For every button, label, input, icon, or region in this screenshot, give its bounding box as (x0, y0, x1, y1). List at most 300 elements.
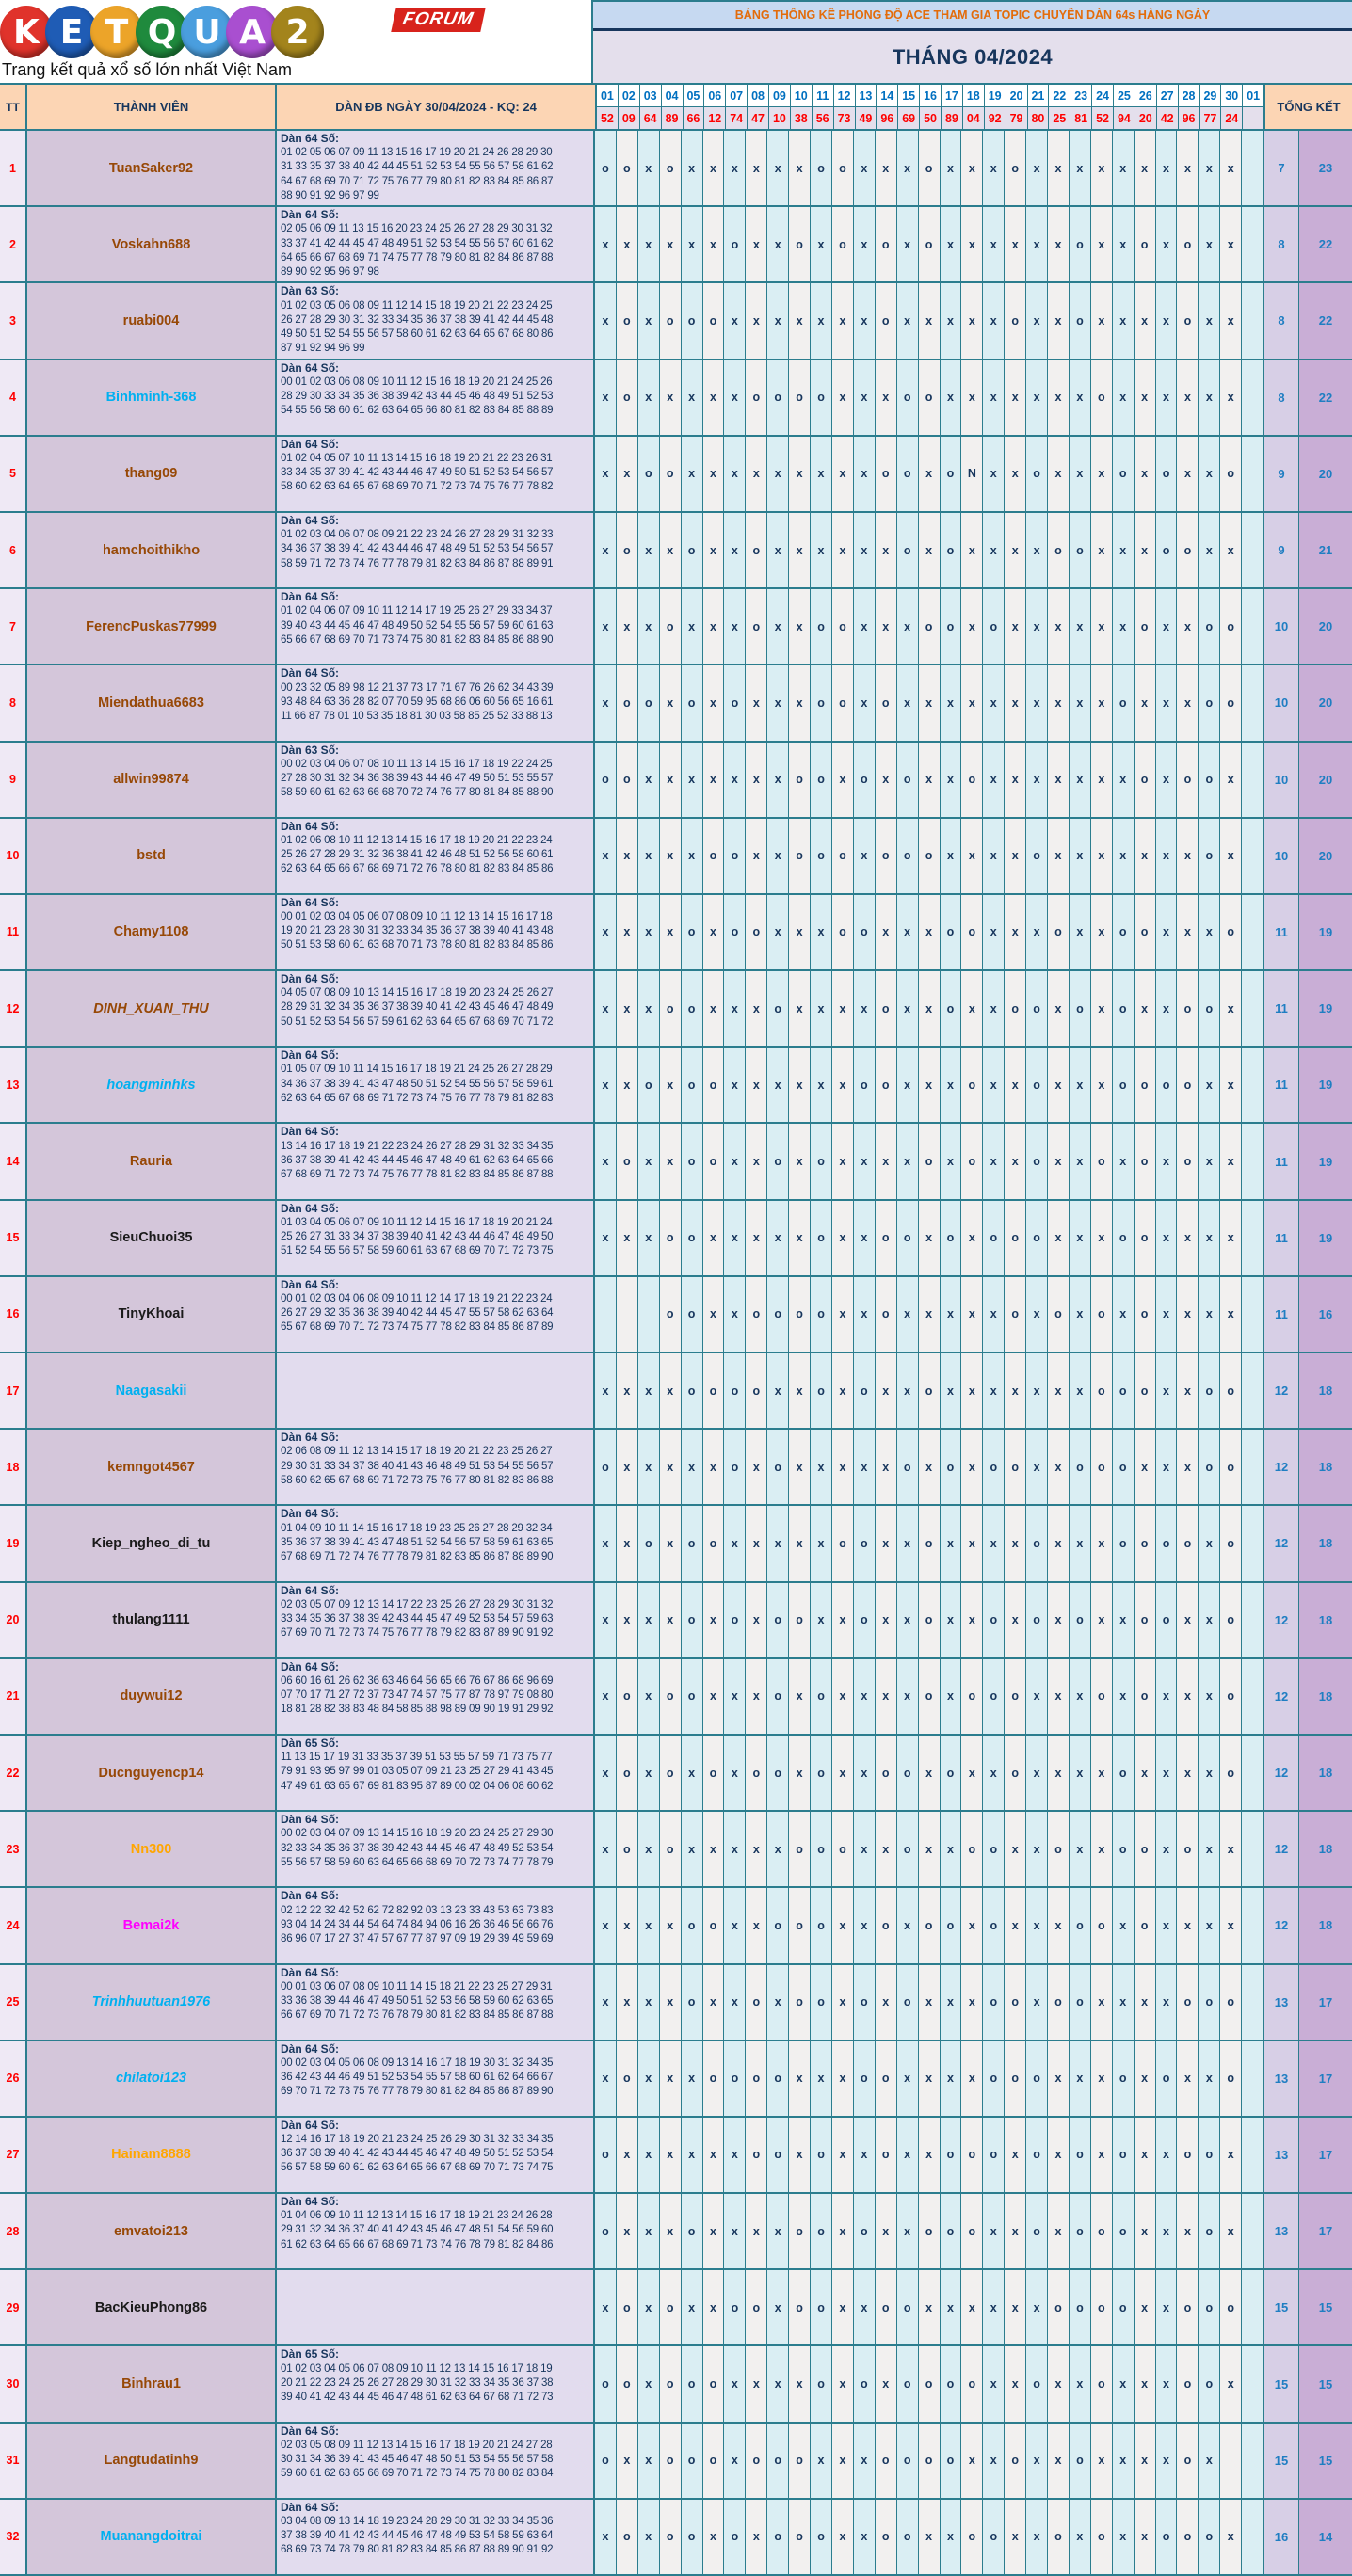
mark-cell: x (1070, 131, 1091, 205)
mark-cell: x (1091, 819, 1113, 893)
mark-cell: x (789, 1048, 811, 1122)
member-name-link[interactable]: Miendathua6683 (98, 695, 204, 711)
member-name-link[interactable]: hoangminhks (106, 1077, 196, 1093)
mark-cell: x (961, 1430, 983, 1504)
mark-cell: x (1199, 1583, 1220, 1657)
mark-cell: x (897, 2118, 919, 2192)
mark-cell: o (638, 437, 660, 511)
dan-line: 01 03 04 05 06 07 09 10 11 12 14 15 16 17 18 19 20 21 24 (281, 1216, 553, 1228)
table-row (0, 207, 1352, 283)
mark-cell: o (1026, 437, 1048, 511)
member-name-link[interactable]: thang09 (124, 466, 178, 482)
mark-cell: x (617, 2118, 638, 2192)
mark-cell (617, 1277, 638, 1352)
row-index: 20 (0, 1583, 27, 1657)
marks-strip (595, 131, 1263, 205)
row-index: 13 (0, 1048, 27, 1122)
mark-cell: x (746, 283, 767, 358)
mark-cell: x (1091, 131, 1113, 205)
member-name-link[interactable]: Nn300 (130, 1841, 172, 1857)
mark-cell: x (983, 971, 1005, 1046)
total-o-count: 12 (1263, 1430, 1298, 1504)
mark-cell: x (703, 207, 725, 281)
member-name-link[interactable]: SieuChuoi35 (109, 1230, 193, 1246)
mark-cell: x (941, 1506, 962, 1580)
day-result-cell: 89 (942, 107, 963, 129)
mark-cell: o (1113, 665, 1135, 740)
mark-cell: o (682, 1888, 703, 1962)
mark-cell: x (854, 1430, 876, 1504)
mark-cell: o (1220, 2041, 1242, 2116)
member-name-link[interactable]: Langtudatinh9 (104, 2453, 199, 2469)
mark-cell: x (638, 2346, 660, 2421)
mark-cell: o (1005, 971, 1026, 1046)
mark-cell: x (703, 513, 725, 587)
mark-cell: o (1070, 283, 1091, 358)
member-cell (27, 665, 277, 740)
mark-cell: o (1005, 131, 1026, 205)
mark-cell: x (897, 1353, 919, 1428)
mark-cell: x (682, 743, 703, 817)
mark-cell: x (638, 1736, 660, 1810)
mark-cell: o (682, 2500, 703, 2574)
dan-line: 00 02 03 04 05 06 08 09 13 14 16 17 18 19 30 31 32 34 35 (281, 2056, 554, 2069)
mark-cell: o (1177, 207, 1199, 281)
mark-cell: x (1199, 1812, 1220, 1886)
mark-cell: x (595, 1124, 617, 1198)
member-name-link[interactable]: Ducnguyencp14 (98, 1765, 204, 1781)
mark-cell: o (1070, 2118, 1091, 2192)
mark-cell: o (983, 1659, 1005, 1734)
mark-cell: o (617, 2270, 638, 2344)
mark-cell: x (1177, 2041, 1199, 2116)
mark-cell: x (854, 360, 876, 435)
mark-cell: x (961, 589, 983, 664)
mark-cell: o (1048, 1812, 1070, 1886)
mark-cell: o (876, 437, 897, 511)
mark-cell: x (1135, 513, 1156, 587)
member-cell (27, 589, 277, 664)
total-o-count: 7 (1263, 131, 1298, 205)
mark-cell (1242, 1353, 1263, 1428)
mark-cell: x (1156, 2346, 1178, 2421)
member-name-link[interactable]: TuanSaker92 (108, 160, 194, 176)
mark-cell: x (660, 743, 682, 817)
mark-cell: x (595, 665, 617, 740)
mark-cell: o (1199, 2346, 1220, 2421)
mark-cell: o (1199, 2118, 1220, 2192)
mark-cell (638, 1277, 660, 1352)
dan-numbers-cell (277, 1201, 595, 1275)
mark-cell: x (660, 665, 682, 740)
mark-cell: x (919, 1430, 941, 1504)
mark-cell: x (1199, 1124, 1220, 1198)
mark-cell: o (617, 513, 638, 587)
dan-label: Dàn 64 Số: (281, 513, 340, 527)
mark-cell: o (1005, 2041, 1026, 2116)
mark-cell: x (660, 513, 682, 587)
mark-cell: o (1113, 1048, 1135, 1122)
mark-cell: x (1026, 131, 1048, 205)
dan-line: 33 34 35 36 37 38 39 42 43 44 45 47 49 52 53 54 57 59 63 (281, 1612, 554, 1624)
mark-cell: x (660, 895, 682, 969)
mark-cell: o (1005, 1659, 1026, 1734)
mark-cell: x (1070, 2346, 1091, 2421)
mark-cell: x (919, 1048, 941, 1122)
mark-cell: x (919, 2500, 941, 2574)
day-result-cell: 77 (1200, 107, 1222, 129)
mark-cell: o (767, 2500, 789, 2574)
mark-cell: x (1091, 589, 1113, 664)
mark-cell: x (983, 2194, 1005, 2268)
mark-cell: o (660, 1812, 682, 1886)
dan-label: Dàn 64 Số: (281, 666, 340, 680)
mark-cell: x (638, 1583, 660, 1657)
mark-cell: x (811, 1430, 832, 1504)
member-name-link[interactable]: FerencPuskas77999 (86, 618, 217, 634)
member-name-link[interactable]: Muanangdoitrai (100, 2529, 202, 2545)
mark-cell: o (983, 1430, 1005, 1504)
dan-numbers-cell (277, 1277, 595, 1352)
mark-cell (1242, 2118, 1263, 2192)
mark-cell: x (724, 2118, 746, 2192)
mark-cell: x (746, 437, 767, 511)
day-number-row (597, 85, 1264, 106)
member-name-link[interactable]: duywui12 (120, 1688, 183, 1704)
mark-cell (1242, 2346, 1263, 2421)
mark-cell: o (1048, 513, 1070, 587)
mark-cell: x (1005, 743, 1026, 817)
mark-cell: o (789, 1888, 811, 1962)
mark-cell: o (811, 1965, 832, 2040)
mark-cell: o (1199, 665, 1220, 740)
mark-cell: x (1177, 895, 1199, 969)
mark-cell: o (617, 283, 638, 358)
member-name-link[interactable]: allwin99874 (113, 772, 189, 788)
mark-cell: o (789, 2424, 811, 2498)
mark-cell (1220, 2424, 1242, 2498)
mark-cell: x (854, 1277, 876, 1352)
mark-cell: o (724, 665, 746, 740)
dan-line: 00 01 02 03 04 06 08 09 10 11 12 14 17 18 19 21 22 23 24 (281, 1293, 553, 1305)
mark-cell: o (789, 1277, 811, 1352)
mark-cell: o (854, 895, 876, 969)
mark-cell: x (703, 1277, 725, 1352)
marks-strip (595, 2270, 1263, 2344)
dan-numbers-cell (277, 2346, 595, 2421)
member-name-link[interactable]: bstd (137, 848, 166, 864)
mark-cell: o (1005, 1736, 1026, 1810)
mark-cell (1242, 589, 1263, 664)
mark-cell: o (1220, 2270, 1242, 2344)
mark-cell: x (682, 1736, 703, 1810)
mark-cell: x (854, 131, 876, 205)
mark-cell: x (638, 1201, 660, 1275)
marks-strip (595, 1506, 1263, 1580)
dan-line: 62 63 64 65 67 68 69 71 72 73 74 75 76 77 78 79 81 82 83 (281, 1092, 554, 1104)
mark-cell: x (1156, 743, 1178, 817)
dan-line: 26 27 28 29 30 31 32 33 34 35 36 37 38 39 41 42 44 45 48 (281, 313, 554, 326)
mark-cell: o (811, 131, 832, 205)
mark-cell: o (1026, 2118, 1048, 2192)
mark-cell: x (983, 895, 1005, 969)
mark-cell: o (617, 665, 638, 740)
mark-cell: x (595, 1353, 617, 1428)
member-name-link[interactable]: Binhrau1 (121, 2376, 181, 2392)
total-o-count: 13 (1263, 2041, 1298, 2116)
dan-line: 02 03 05 08 09 11 12 13 14 15 16 17 18 19 20 21 24 27 28 (281, 2439, 553, 2451)
mark-cell: x (876, 1506, 897, 1580)
member-name-link[interactable]: Kiep_ngheo_di_tu (91, 1535, 211, 1551)
mark-cell: x (1005, 1583, 1026, 1657)
dan-line: 00 01 02 03 06 08 09 10 11 12 15 16 18 19 20 21 24 25 26 (281, 376, 553, 388)
dan-numbers-cell (277, 1048, 595, 1122)
mark-cell: x (897, 1277, 919, 1352)
dan-line: 66 67 69 70 71 72 73 76 78 79 80 81 82 83 84 85 86 87 88 (281, 2009, 554, 2022)
member-name-link[interactable]: chilatoi123 (116, 2071, 186, 2087)
member-name-link[interactable]: Bemai2k (122, 1917, 180, 1933)
row-index: 4 (0, 360, 27, 435)
mark-cell: o (961, 1124, 983, 1198)
mark-cell: x (854, 1659, 876, 1734)
member-cell (27, 1048, 277, 1122)
member-name-link[interactable]: Naagasakii (115, 1383, 187, 1399)
mark-cell (1242, 2041, 1263, 2116)
mark-cell: o (1070, 2270, 1091, 2344)
mark-cell: x (1113, 819, 1135, 893)
dan-numbers-cell (277, 2424, 595, 2498)
mark-cell: o (832, 1812, 854, 1886)
mark-cell: x (1026, 2424, 1048, 2498)
mark-cell: x (941, 207, 962, 281)
mark-cell: o (1156, 437, 1178, 511)
dan-label: Dàn 64 Số: (281, 208, 340, 222)
mark-cell: x (1048, 1353, 1070, 1428)
mark-cell: x (789, 2346, 811, 2421)
table-row (0, 1812, 1352, 1888)
mark-cell: x (1113, 360, 1135, 435)
mark-cell: x (767, 437, 789, 511)
mark-cell: x (682, 819, 703, 893)
day-result-cell: 50 (920, 107, 942, 129)
mark-cell: o (767, 971, 789, 1046)
member-name-link[interactable]: BacKieuPhong86 (94, 2299, 208, 2315)
mark-cell: x (897, 1048, 919, 1122)
mark-cell: x (617, 971, 638, 1046)
mark-cell: x (660, 1048, 682, 1122)
mark-cell: o (854, 1353, 876, 1428)
mark-cell: x (1026, 360, 1048, 435)
mark-cell: x (983, 513, 1005, 587)
mark-cell: o (941, 1430, 962, 1504)
mark-cell: x (832, 1583, 854, 1657)
table-row (0, 131, 1352, 207)
mark-cell: x (1026, 743, 1048, 817)
member-name-link[interactable]: TinyKhoai (118, 1306, 185, 1322)
mark-cell: x (1135, 360, 1156, 435)
mark-cell: o (789, 1965, 811, 2040)
member-name-link[interactable]: kemngot4567 (107, 1459, 195, 1475)
mark-cell: x (854, 1736, 876, 1810)
member-name-link[interactable]: emvatoi213 (114, 2223, 188, 2239)
mark-cell: x (1048, 1583, 1070, 1657)
mark-cell: x (1135, 1430, 1156, 1504)
mark-cell: x (832, 283, 854, 358)
mark-cell: o (746, 360, 767, 435)
mark-cell: o (876, 2424, 897, 2498)
mark-cell: x (941, 1277, 962, 1352)
mark-cell: x (854, 819, 876, 893)
dan-numbers-cell (277, 2270, 595, 2344)
mark-cell: o (1113, 437, 1135, 511)
dan-line: 55 56 57 58 59 60 63 64 65 66 68 69 70 72 73 74 77 78 79 (281, 1856, 554, 1868)
member-name-link[interactable]: Chamy1108 (113, 924, 189, 940)
total-x-count: 19 (1298, 1048, 1352, 1122)
mark-cell: o (767, 2041, 789, 2116)
logo-letter: 2 (271, 6, 324, 58)
mark-cell: x (1177, 1201, 1199, 1275)
mark-cell: x (1005, 1353, 1026, 1428)
mark-cell: x (1177, 1430, 1199, 1504)
mark-cell: x (1177, 1277, 1199, 1352)
mark-cell: o (703, 2424, 725, 2498)
mark-cell: x (617, 1583, 638, 1657)
forum-badge: FORUM (391, 8, 485, 32)
mark-cell: o (876, 207, 897, 281)
marks-strip (595, 665, 1263, 740)
mark-cell: x (1005, 665, 1026, 740)
table-row (0, 2500, 1352, 2576)
dan-line: 86 96 07 17 27 37 47 57 67 77 87 97 09 19 29 39 49 59 69 (281, 1932, 554, 1944)
mark-cell: o (724, 2500, 746, 2574)
mark-cell: o (1135, 743, 1156, 817)
dan-line: 11 66 87 78 01 10 53 35 18 81 30 03 58 85 25 52 33 88 13 (281, 710, 553, 722)
mark-cell: x (595, 971, 617, 1046)
mark-cell: o (1070, 1888, 1091, 1962)
marks-strip (595, 1888, 1263, 1962)
mark-cell: x (832, 1430, 854, 1504)
total-x-count: 16 (1298, 1277, 1352, 1352)
marks-strip (595, 2118, 1263, 2192)
dan-line: 58 60 62 65 67 68 69 71 72 73 75 76 77 80 81 82 83 86 88 (281, 1474, 554, 1486)
dan-line: 13 14 16 17 18 19 21 22 23 24 26 27 28 29 31 32 33 34 35 (281, 1140, 554, 1152)
table-row (0, 2041, 1352, 2118)
mark-cell: x (703, 2270, 725, 2344)
row-index: 27 (0, 2118, 27, 2192)
member-name-link[interactable]: DINH_XUAN_THU (93, 1000, 209, 1016)
mark-cell: x (983, 2346, 1005, 2421)
dan-numbers-cell (277, 1430, 595, 1504)
member-name-link[interactable]: Binhminh-368 (105, 390, 197, 406)
board-title: BẢNG THỐNG KÊ PHONG ĐỘ ACE THAM GIA TOPIC CHUYÊN DÀN 64s HÀNG NGÀY (593, 0, 1352, 31)
marks-strip (595, 2194, 1263, 2268)
mark-cell: x (983, 665, 1005, 740)
mark-cell: x (660, 2118, 682, 2192)
row-index: 25 (0, 1965, 27, 2040)
dan-label: Dàn 64 Số: (281, 1965, 340, 1979)
row-index: 28 (0, 2194, 27, 2268)
total-o-count: 15 (1263, 2424, 1298, 2498)
dan-label: Dàn 64 Số: (281, 1813, 340, 1827)
site-logo[interactable] (0, 0, 591, 83)
mark-cell: o (1135, 1353, 1156, 1428)
member-cell (27, 437, 277, 511)
mark-cell: o (1113, 1506, 1135, 1580)
mark-cell: o (1070, 1965, 1091, 2040)
mark-cell (1242, 971, 1263, 1046)
mark-cell: x (595, 819, 617, 893)
mark-cell: x (724, 589, 746, 664)
marks-strip (595, 2424, 1263, 2498)
mark-cell: o (682, 2424, 703, 2498)
member-cell (27, 2270, 277, 2344)
mark-cell: x (617, 2194, 638, 2268)
mark-cell: o (660, 2270, 682, 2344)
mark-cell: x (595, 513, 617, 587)
table-row (0, 1965, 1352, 2041)
mark-cell: x (941, 1124, 962, 1198)
mark-cell: o (1199, 2270, 1220, 2344)
mark-cell: x (638, 1965, 660, 2040)
member-name-link[interactable]: Voskahn688 (111, 236, 191, 252)
mark-cell: o (1005, 1430, 1026, 1504)
marks-strip (595, 2500, 1263, 2574)
mark-cell: x (1177, 819, 1199, 893)
mark-cell: o (703, 1048, 725, 1122)
mark-cell: o (897, 513, 919, 587)
mark-cell: o (724, 207, 746, 281)
member-name-link[interactable]: Rauria (129, 1154, 173, 1170)
mark-cell: x (1113, 131, 1135, 205)
member-name-link[interactable]: ruabi004 (122, 312, 180, 328)
mark-cell: o (854, 2346, 876, 2421)
mark-cell: x (767, 1812, 789, 1886)
mark-cell: x (789, 1506, 811, 1580)
mark-cell: o (1177, 2118, 1199, 2192)
dan-label: Dàn 64 Số: (281, 1201, 340, 1215)
member-name-link[interactable]: hamchoithikho (102, 542, 201, 558)
mark-cell: x (876, 360, 897, 435)
mark-cell: x (876, 895, 897, 969)
mark-cell: x (941, 1048, 962, 1122)
table-row (0, 971, 1352, 1048)
mark-cell: x (1177, 1659, 1199, 1734)
mark-cell: o (897, 1965, 919, 2040)
mark-cell: o (703, 2041, 725, 2116)
mark-cell: x (919, 1812, 941, 1886)
day-header-cell: 23 (1070, 85, 1092, 106)
mark-cell: x (919, 2041, 941, 2116)
mark-cell: x (1070, 1201, 1091, 1275)
row-index: 3 (0, 283, 27, 358)
mark-cell: x (703, 743, 725, 817)
table-body (0, 131, 1352, 2576)
dan-line: 67 68 69 71 72 73 74 75 76 77 78 81 82 83 84 85 86 87 88 (281, 1169, 554, 1181)
member-name-link[interactable]: Hainam8888 (111, 2147, 191, 2163)
mark-cell: o (876, 2500, 897, 2574)
mark-cell: o (789, 1583, 811, 1657)
mark-cell: x (660, 2194, 682, 2268)
table-row (0, 2118, 1352, 2194)
day-header-cell: 05 (684, 85, 705, 106)
mark-cell: o (1091, 2346, 1113, 2421)
table-row (0, 819, 1352, 895)
member-name-link[interactable]: Trinhhuutuan1976 (91, 1994, 211, 2010)
mark-cell: x (1113, 207, 1135, 281)
mark-cell: o (682, 1048, 703, 1122)
member-name-link[interactable]: thulang1111 (112, 1612, 190, 1628)
mark-cell: x (789, 1430, 811, 1504)
